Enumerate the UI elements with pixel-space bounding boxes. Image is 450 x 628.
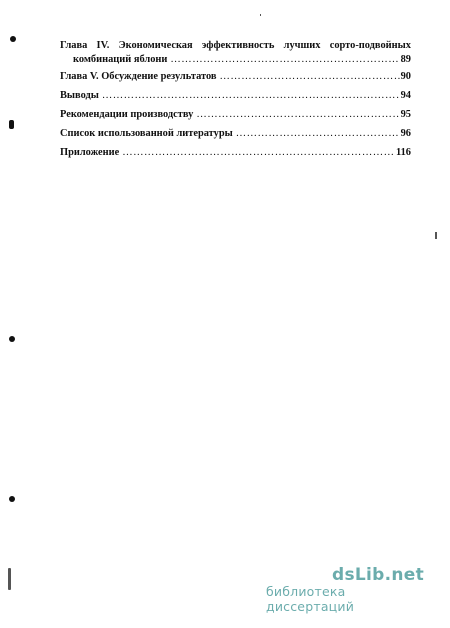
table-of-contents [60,39,411,160]
toc-page-number: 96 [400,128,411,139]
toc-leader-dots [236,127,400,141]
toc-word: Глава [60,40,88,51]
toc-word: лучших [283,40,321,51]
toc-entry-chapter-4[interactable] [60,39,411,67]
toc-leader-dots [170,53,399,67]
scan-mark [435,232,437,239]
scan-mark [9,336,15,342]
scan-mark [8,568,11,590]
toc-entry-title: комбинаций яблони [73,54,168,65]
toc-page-number: 90 [400,71,411,82]
toc-word: сорто-подвойных [329,40,411,51]
toc-page-number: 89 [400,54,411,65]
toc-entry-conclusions[interactable] [60,89,411,103]
scan-mark [9,120,14,129]
toc-entry-title: Список использованной литературы [60,128,233,139]
toc-entry-recommendations[interactable] [60,108,411,122]
scan-mark [260,14,261,16]
toc-entry-title: Приложение [60,147,120,158]
toc-word: Экономическая [118,40,193,51]
scan-mark [9,496,15,502]
toc-leader-dots [122,146,395,160]
toc-page-number: 95 [400,109,411,120]
watermark-logo: dsLib.net [332,565,425,585]
toc-entry-title: Глава V. Обсуждение результатов [60,71,217,82]
toc-entry-title: Рекомендации производству [60,109,194,120]
toc-word: IV. [96,40,110,51]
watermark [266,566,436,614]
toc-leader-dots [102,89,400,103]
toc-entry-continuation [60,53,411,67]
toc-entry-appendix[interactable] [60,146,411,160]
toc-leader-dots [220,70,400,84]
toc-entry-chapter-5[interactable] [60,70,411,84]
watermark-subtitle: библиотека диссертаций [266,584,355,614]
toc-entry-references[interactable] [60,127,411,141]
toc-entry-title: Выводы [60,90,99,101]
toc-page-number: 116 [395,147,411,158]
toc-word: эффективность [201,40,275,51]
toc-page-number: 94 [400,90,411,101]
toc-entry-title-line [60,39,411,53]
scan-mark [10,36,16,42]
toc-leader-dots [196,108,399,122]
